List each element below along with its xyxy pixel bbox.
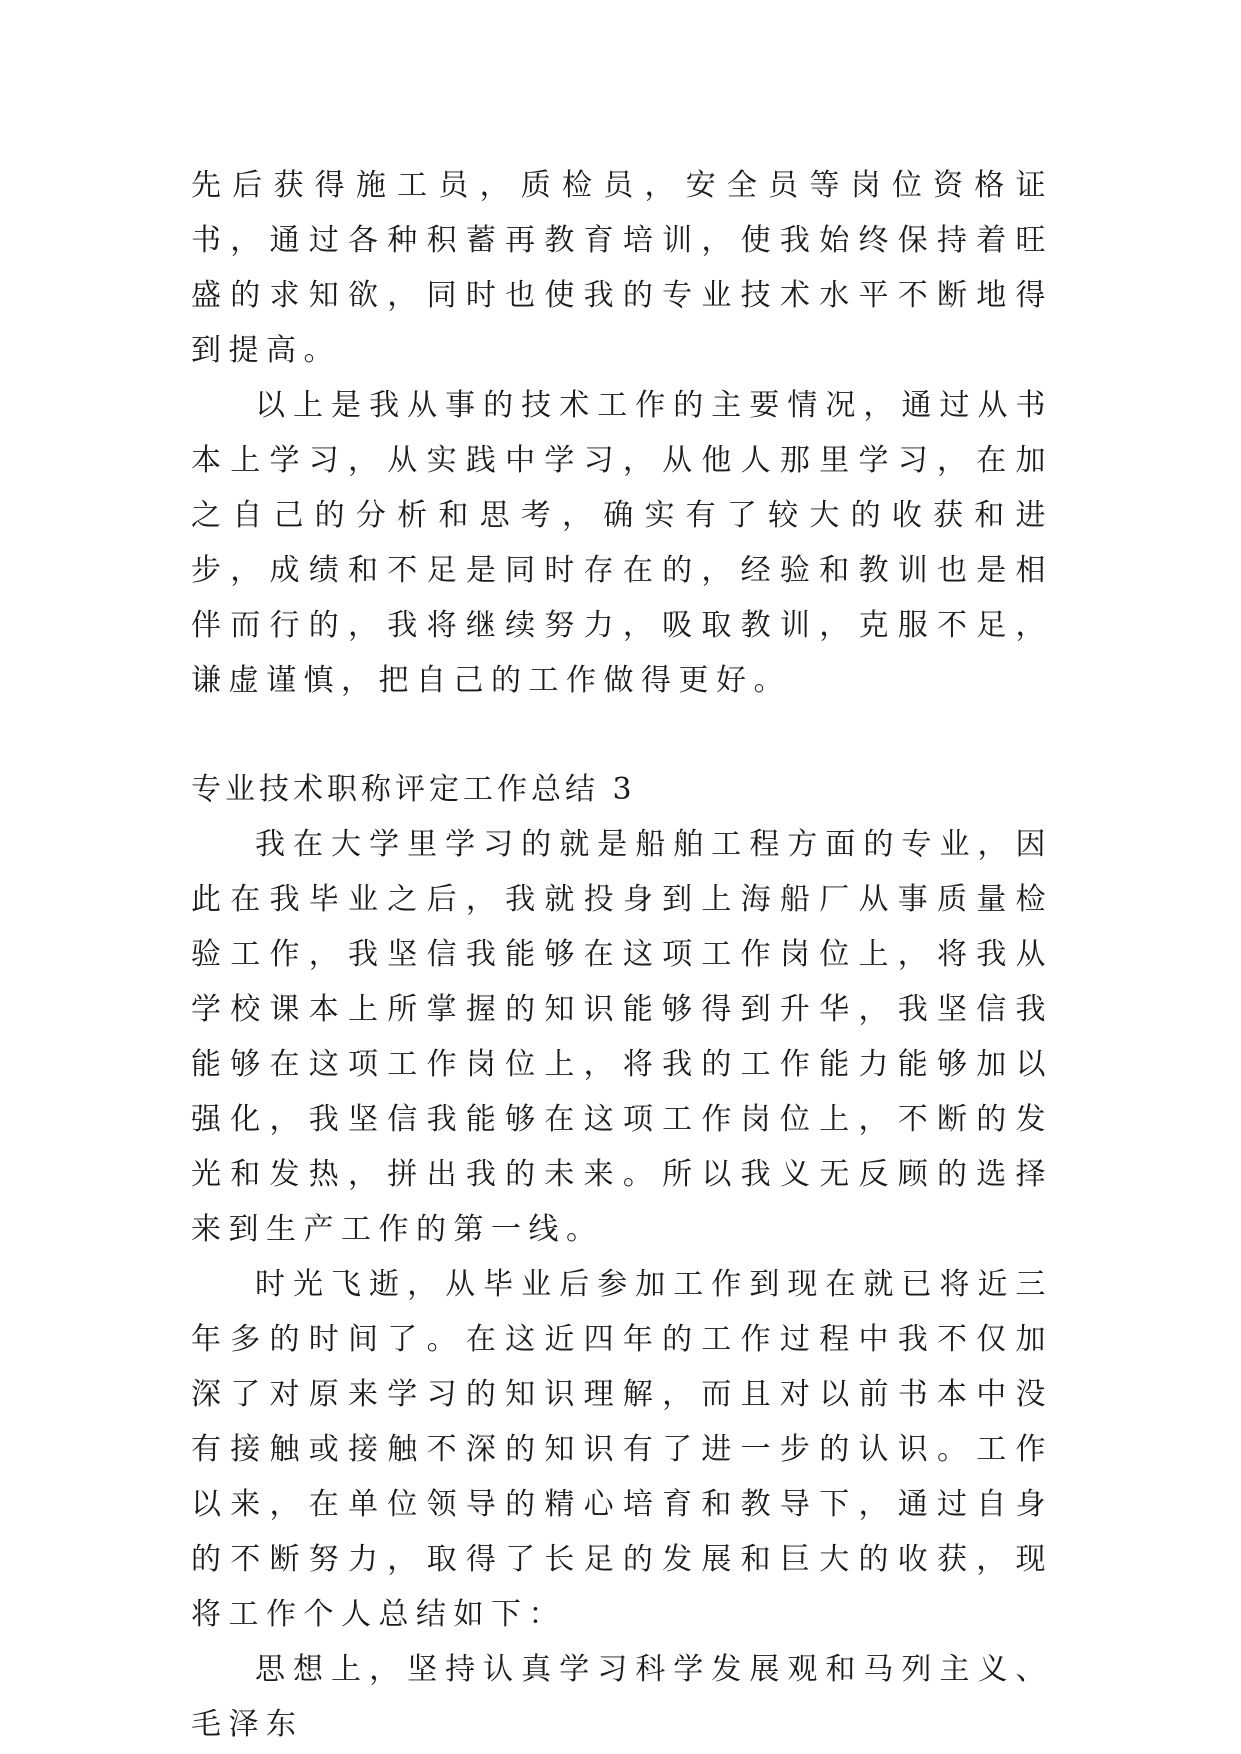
paragraph-certificates: 先后获得施工员，质检员，安全员等岗位资格证书，通过各种积蓄再教育培训，使我始终保持着旺盛的求知欲，同时也使我的专业技术水平不断地得到提高。 <box>191 168 1053 368</box>
paragraph-time-flies: 时光飞逝，从毕业后参加工作到现在就已将近三年多的时间了。在这近四年的工作过程中我不仅加深了对原来学习的知识理解，而且对以前书本中没有接触或接触不深的知识有了进一步的认识。工作以来，在单位领导的精心培育和教导下，通过自身的不断努力，取得了长足的发展和巨大的收获，现将工作个人总结如下： <box>191 1267 1053 1632</box>
section-heading: 专业技术职称评定工作总结 3 <box>191 772 636 807</box>
document-body <box>191 158 1053 1752</box>
paragraph-university-background: 我在大学里学习的就是船舶工程方面的专业，因此在我毕业之后，我就投身到上海船厂从事质量检验工作，我坚信我能够在这项工作岗位上，将我从学校课本上所掌握的知识能够得到升华，我坚信我能够在这项工作岗位上，将我的工作能力能够加以强化，我坚信我能够在这项工作岗位上，不断的发光和发热，拼出我的未来。所以我义无反顾的选择来到生产工作的第一线。 <box>191 827 1053 1247</box>
paragraph-ideology: 思想上，坚持认真学习科学发展观和马列主义、毛泽东 <box>191 1652 1053 1742</box>
paragraph-summary-closing: 以上是我从事的技术工作的主要情况，通过从书本上学习，从实践中学习，从他人那里学习，在加之自己的分析和思考，确实有了较大的收获和进步，成绩和不足是同时存在的，经验和教训也是相伴而行的，我将继续努力，吸取教训，克服不足，谦虚谨慎，把自己的工作做得更好。 <box>191 388 1053 698</box>
